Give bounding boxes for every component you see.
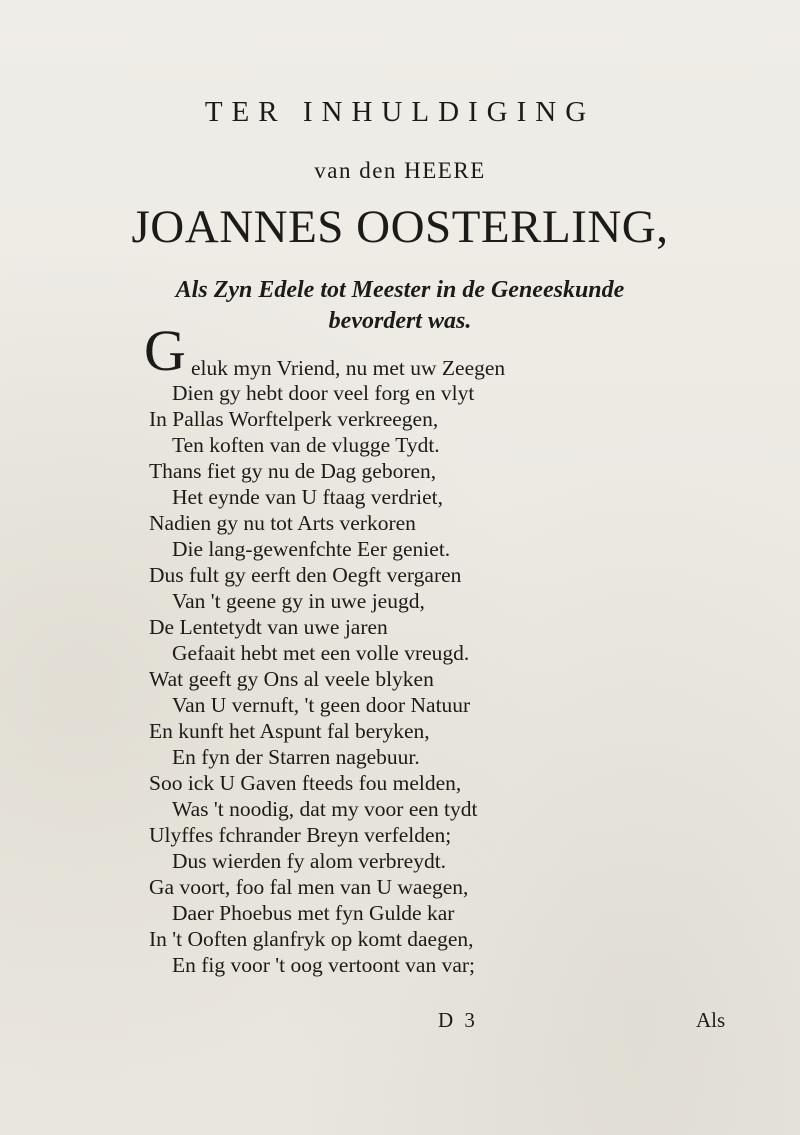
poem-line: Thans fiet gy nu de Dag geboren, <box>149 459 437 483</box>
poem-line: Wat geeft gy Ons al veele blyken <box>149 667 434 691</box>
poem-line: Dus wierden fy alom verbreydt. <box>172 849 447 873</box>
poem-line: Van 't geene gy in uwe jeugd, <box>172 589 425 613</box>
poem-line: En fyn der Starren nagebuur. <box>172 745 420 769</box>
poem-line: Die lang-gewenfchte Eer geniet. <box>172 537 451 561</box>
poem-line: Ulyffes fchrander Breyn verfelden; <box>149 823 452 847</box>
poem-line: En kunft het Aspunt fal beryken, <box>149 719 430 743</box>
poem-line: Gefaait hebt met een volle vreugd. <box>172 641 470 665</box>
poem-line: En fig voor 't oog vertoont van var; <box>172 953 476 977</box>
signature-mark: D 3 <box>438 1008 478 1032</box>
title-line-1: TER INHULDIGING <box>204 96 596 128</box>
poem-line: Ten koften van de vlugge Tydt. <box>172 433 440 457</box>
title-line-2: van den HEERE <box>314 158 486 183</box>
poem-line: Nadien gy nu tot Arts verkoren <box>149 511 416 535</box>
poem-line: Dus fult gy eerft den Oegft vergaren <box>149 563 462 587</box>
poem-line: In 't Ooften glanfryk op komt daegen, <box>149 927 474 951</box>
subtitle-line-2: bevordert was. <box>328 308 472 334</box>
poem-line: Ga voort, foo fal men van U waegen, <box>149 875 469 899</box>
poem-line: Was 't noodig, dat my voor een tydt <box>172 797 478 821</box>
poem-line: Daer Phoebus met fyn Gulde kar <box>172 901 455 925</box>
honoree-name: JOANNES OOSTERLING, <box>131 201 669 253</box>
poem-line: Soo ick U Gaven fteeds fou melden, <box>149 771 462 795</box>
poem-line: De Lentetydt van uwe jaren <box>149 615 388 639</box>
poem-line: Dien gy hebt door veel forg en vlyt <box>172 381 475 405</box>
subtitle-line-1: Als Zyn Edele tot Meester in de Geneeskunde <box>175 277 625 303</box>
poem-line: eluk myn Vriend, nu met uw Zeegen <box>191 356 506 380</box>
drop-cap: G <box>144 318 186 383</box>
poem-line: Van U vernuft, 't geen door Natuur <box>172 693 471 717</box>
poem-line: Het eynde van U ftaag verdriet, <box>172 485 444 509</box>
catchword: Als <box>696 1008 726 1032</box>
poem-line: In Pallas Worftelperk verkreegen, <box>149 407 439 431</box>
